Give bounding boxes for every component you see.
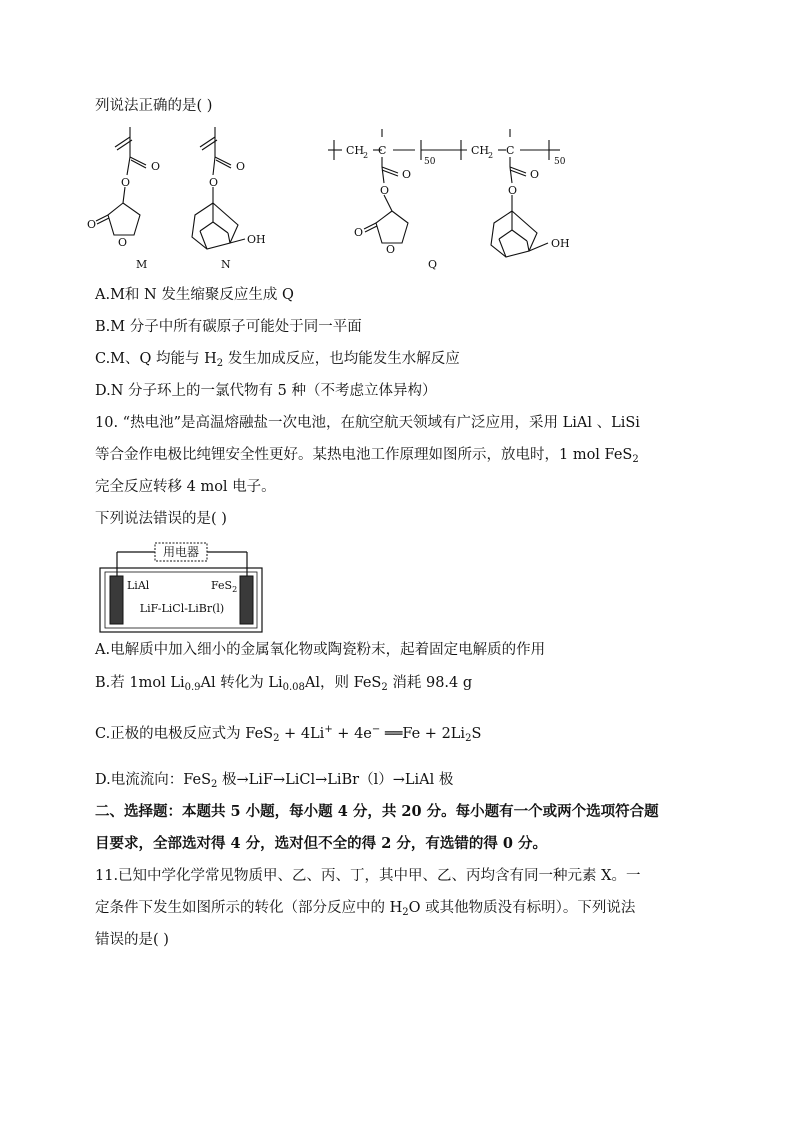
svg-text:O: O: [380, 184, 390, 197]
svg-text:CH: CH: [471, 144, 490, 157]
svg-text:C: C: [378, 144, 387, 157]
section-2-header-line-2: 目要求，全部选对得 4 分，选对但不全的得 2 分，有选错的得 0 分。: [95, 835, 548, 852]
svg-text:50: 50: [424, 157, 436, 167]
q10-line-2: 等合金作电极比纯锂安全性更好。某热电池工作原理如图所示，放电时，1 mol FeS$_2$: [95, 447, 639, 465]
svg-text:2: 2: [363, 151, 369, 160]
svg-text:O: O: [386, 243, 396, 256]
q10-option-b: B.若 1mol $Li_{0.9}Al$ 转化为 $Li_{0.08}Al$，则 FeS$_2$ 消耗 98.4 g: [95, 675, 473, 693]
section-2-header-line-1: 二、选择题：本题共 5 小题，每小题 4 分，共 20 分。每小题有一个或两个选项符合题: [95, 803, 659, 820]
svg-text:O: O: [236, 160, 246, 173]
svg-text:O: O: [530, 168, 540, 181]
q11-line-1: 11.已知中学化学常见物质甲、乙、丙、丁，其中甲、乙、丙均含有同一种元素 X。一: [95, 868, 641, 884]
q9-option-c: C.M、Q 均能与 $H_2$ 发生加成反应，也均能发生水解反应: [95, 351, 460, 369]
svg-text:50: 50: [554, 157, 566, 167]
svg-text:CH: CH: [346, 144, 365, 157]
label-m: M: [136, 258, 148, 271]
right-electrode-label: FeS$_2$: [211, 579, 238, 594]
svg-text:OH: OH: [247, 233, 266, 246]
svg-text:2: 2: [488, 151, 494, 160]
svg-text:O: O: [209, 176, 219, 189]
q9-stem: 列说法正确的是( ): [95, 98, 213, 114]
q9-option-a: A.M和 N 发生缩聚反应生成 Q: [95, 287, 294, 303]
label-q: Q: [428, 258, 438, 271]
electrolyte-label: LiF-LiCl-LiBr(l): [139, 602, 225, 615]
q11-line-2: 定条件下发生如图所示的转化（部分反应中的 $H_2O$ 或其他物质没有标明）。下列说法: [95, 900, 636, 918]
q10-option-a: A.电解质中加入细小的金属氧化物或陶瓷粉末，起着固定电解质的作用: [95, 642, 546, 658]
fes2-electrode: [240, 576, 253, 624]
q10-line-3: 完全反应转移 4 mol 电子。: [95, 479, 276, 495]
svg-text:O: O: [87, 218, 97, 231]
q9-option-d: D.N 分子环上的一氯代物有 5 种（不考虑立体异构）: [95, 383, 437, 399]
battery-diagram: [97, 540, 267, 635]
q11-line-3: 错误的是( ): [95, 932, 169, 948]
svg-text:C: C: [506, 144, 515, 157]
q10-line-4: 下列说法错误的是( ): [95, 511, 227, 527]
q10-option-d: D.电流流向：FeS$_2$ 极→LiF→LiCl→LiBr（l）→LiAl 极: [95, 772, 454, 790]
svg-text:O: O: [121, 176, 131, 189]
label-n: N: [221, 258, 231, 271]
q10-line-1: 10. “热电池”是高温熔融盐一次电池，在航空航天领域有广泛应用，采用 LiAl 、LiSi: [95, 415, 640, 431]
svg-text:O: O: [118, 236, 128, 249]
q10-option-c: C.正极的电极反应式为 FeS$_2$ + 4Li+ + 4e− ══Fe + $2Li_2S$: [95, 724, 482, 744]
device-label: 用电器: [162, 545, 200, 559]
q9-option-b: B.M 分子中所有碳原子可能处于同一平面: [95, 319, 362, 335]
svg-text:O: O: [151, 160, 161, 173]
svg-text:OH: OH: [551, 237, 570, 250]
svg-text:O: O: [354, 226, 364, 239]
molecule-n: [192, 127, 245, 249]
svg-text:O: O: [508, 184, 518, 197]
lial-electrode: [110, 576, 123, 624]
left-electrode-label: LiAl: [127, 579, 150, 592]
svg-text:O: O: [402, 168, 412, 181]
q9-structures: [0, 125, 794, 285]
